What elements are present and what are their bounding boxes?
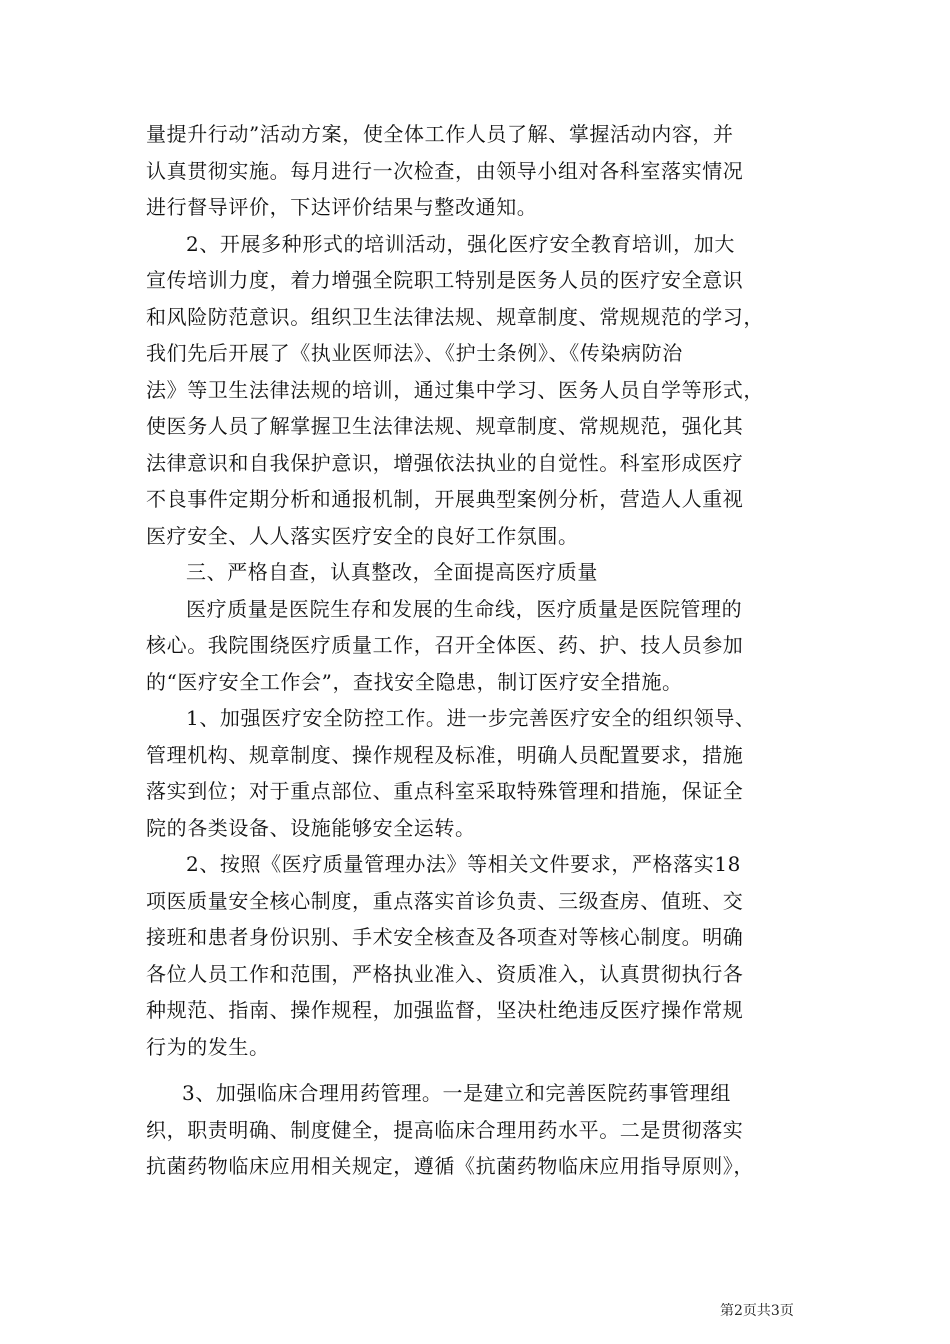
paragraph-start: 2、按照《医疗质量管理办法》等相关文件要求，严格落实18 [186,852,741,876]
paragraph-gap [146,1065,836,1075]
text-line: 不良事件定期分析和通报机制，开展典型案例分析，营造人人重视 [146,487,744,511]
text-line: 落实到位；对于重点部位、重点科室采取特殊管理和措施，保证全 [146,779,744,803]
text-line: 量提升行动”活动方案，使全体工作人员了解、掌握活动内容，并 [146,122,734,146]
text-line: 院的各类设备、设施能够安全运转。 [146,815,476,840]
paragraph-start: 2、开展多种形式的培训活动，强化医疗安全教育培训，加大 [186,231,735,256]
text-line: 抗菌药物临床应用相关规定，遵循《抗菌药物临床应用指导原则》， [146,1154,754,1178]
text-line: 医疗安全、人人落实医疗安全的良好工作氛围。 [146,523,579,548]
paragraph-start: 医疗质量是医院生存和发展的生命线，医疗质量是医院管理的 [186,596,743,621]
paragraph-start: 1、加强医疗安全防控工作。进一步完善医疗安全的组织领导、 [186,706,756,730]
paragraph-start: 3、加强临床合理用药管理。一是建立和完善医院药事管理组 [182,1081,731,1105]
section-heading: 三、严格自查，认真整改，全面提高医疗质量 [186,560,598,584]
text-line: 种规范、指南、操作规程，加强监督，坚决杜绝违反医疗操作常规 [146,998,744,1022]
text-line: 我们先后开展了《执业医师法》、《护士条例》、《传染病防治 [146,341,683,365]
text-line: 宣传培训力度，着力增强全院职工特别是医务人员的医疗安全意识 [146,268,744,292]
text-line: 管理机构、规章制度、操作规程及标准，明确人员配置要求，措施 [146,742,744,767]
text-line: 法》等卫生法律法规的培训，通过集中学习、医务人员自学等形式， [146,377,764,402]
text-line: 各位人员工作和范围，严格执业准入、资质准入，认真贯彻执行各 [146,961,744,986]
text-line: 行为的发生。 [146,1034,270,1059]
text-line: 进行督导评价，下达评价结果与整改通知。 [146,195,538,219]
text-line: 项医质量安全核心制度，重点落实首诊负责、三级查房、值班、交 [146,888,744,913]
text-line: 核心。我院围绕医疗质量工作，召开全体医、药、护、技人员参加 [146,633,744,657]
page-number: 第2页共3页 [720,1303,794,1319]
text-line: 的“医疗安全工作会”，查找安全隐患，制订医疗安全措施。 [146,669,683,694]
text-line: 织，职责明确、制度健全，提高临床合理用药水平。二是贯彻落实 [146,1117,744,1142]
document-body [146,116,836,1185]
text-line: 使医务人员了解掌握卫生法律法规、规章制度、常规规范，强化其 [146,414,744,438]
text-line: 接班和患者身份识别、手术安全核查及各项查对等核心制度。明确 [146,925,744,949]
text-line: 和风险防范意识。组织卫生法律法规、规章制度、常规规范的学习， [146,304,764,329]
text-line: 法律意识和自我保护意识，增强依法执业的自觉性。科室形成医疗 [146,450,744,475]
text-line: 认真贯彻实施。每月进行一次检查，由领导小组对各科室落实情况 [146,158,744,183]
